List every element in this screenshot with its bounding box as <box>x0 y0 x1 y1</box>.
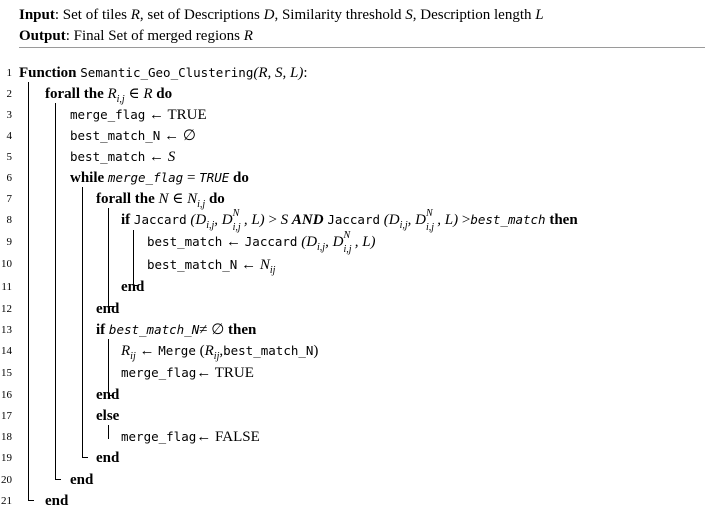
line-number: 12 <box>1 303 12 315</box>
code-line-17 <box>96 407 119 425</box>
keyword: if <box>96 322 106 338</box>
code-line-15: merge_flag← TRUE <box>121 365 254 381</box>
keyword: if <box>121 212 131 228</box>
keyword: end <box>96 387 120 403</box>
block-bar-else <box>108 425 109 439</box>
block-hook <box>82 457 88 458</box>
keyword: forall the <box>96 191 155 207</box>
line-number: 14 <box>1 345 12 357</box>
block-bar-while <box>82 187 83 457</box>
code-line-14: $R_{ij}$ ← Merge $(R_{ij},best\_match\_N)$ <box>121 343 319 362</box>
input-text: : Set of tiles R, set of Descriptions D, Similarity threshold S, Description length L <box>54 7 544 23</box>
keyword: do <box>233 170 249 186</box>
block-bar-forall <box>55 103 56 479</box>
line-number: 16 <box>1 389 12 401</box>
line-number: 15 <box>1 367 12 379</box>
line-number: 4 <box>6 130 12 142</box>
line-number: 17 <box>1 410 12 422</box>
line-number: 20 <box>1 474 12 486</box>
keyword: then <box>549 212 578 228</box>
code-line-11 <box>121 278 144 296</box>
keyword: then <box>228 322 257 338</box>
output-label: Output <box>19 28 66 44</box>
line-number: 3 <box>6 109 12 121</box>
keyword: Function <box>19 65 77 81</box>
code-line-3: merge_flag ← TRUE <box>70 107 207 123</box>
code-line-16 <box>96 386 119 404</box>
line-number: 19 <box>1 452 12 464</box>
line-number: 6 <box>6 172 12 184</box>
block-bar-forall-n <box>108 208 109 306</box>
code-line-13: if best_match_N≠ ∅ then <box>96 322 257 338</box>
output-line <box>19 27 253 45</box>
line-number: 10 <box>1 258 12 270</box>
code-line-12 <box>96 300 119 318</box>
keyword: end <box>70 472 94 488</box>
line-number: 8 <box>6 214 12 226</box>
keyword: do <box>208 191 225 207</box>
code-line-6: while merge_flag = TRUE do <box>70 170 249 186</box>
line-number: 13 <box>1 324 12 336</box>
line-number: 21 <box>1 495 12 507</box>
keyword: end <box>96 301 120 317</box>
input-line <box>19 6 544 24</box>
block-hook <box>28 500 34 501</box>
code-line-10: best_match_N ← $N_{ij}$ <box>147 257 276 276</box>
code-line-7: forall the N ∈ $N_{i,j}$ do <box>96 191 225 210</box>
keyword: end <box>121 279 145 295</box>
line-number: 18 <box>1 431 12 443</box>
code-line-1: Function Semantic_Geo_Clustering(R, S, L): <box>19 65 308 81</box>
code-line-21 <box>45 492 68 510</box>
header-divider <box>19 47 705 48</box>
block-bar-function <box>28 82 29 500</box>
code-line-2: forall the $R_{i,j}$ ∈ R do <box>45 86 173 105</box>
line-number: 2 <box>6 88 12 100</box>
line-number: 7 <box>6 193 12 205</box>
keyword: while <box>70 170 105 186</box>
keyword: end <box>45 493 69 509</box>
line-number: 9 <box>6 236 12 248</box>
block-hook <box>55 479 61 480</box>
keyword: forall the <box>45 86 104 102</box>
output-text: : Final Set of merged regions R <box>65 28 253 44</box>
code-line-18: merge_flag← FALSE <box>121 429 260 445</box>
keyword: else <box>96 408 120 424</box>
code-line-5: best_match ← S <box>70 149 176 165</box>
input-label: Input <box>19 7 55 23</box>
line-number: 5 <box>6 151 12 163</box>
code-line-20 <box>70 471 93 489</box>
keyword: do <box>156 86 173 102</box>
code-line-4: best_match_N ← ∅ <box>70 128 196 144</box>
keyword: end <box>96 450 120 466</box>
block-bar-if-jaccard <box>133 230 134 285</box>
code-line-9: best_match ← Jaccard ($D_{i,j}$, D N i,j , L) <box>147 230 376 255</box>
code-line-19 <box>96 449 119 467</box>
line-number: 11 <box>1 281 12 293</box>
code-line-8: if Jaccard ($D_{i,j}$, D N i,j , L) > S AND Jaccard ($D_{i,j}$, D N i,j , L) >best_match then <box>121 208 578 233</box>
function-name: Semantic_Geo_Clustering <box>80 65 254 80</box>
line-number: 1 <box>6 67 12 79</box>
